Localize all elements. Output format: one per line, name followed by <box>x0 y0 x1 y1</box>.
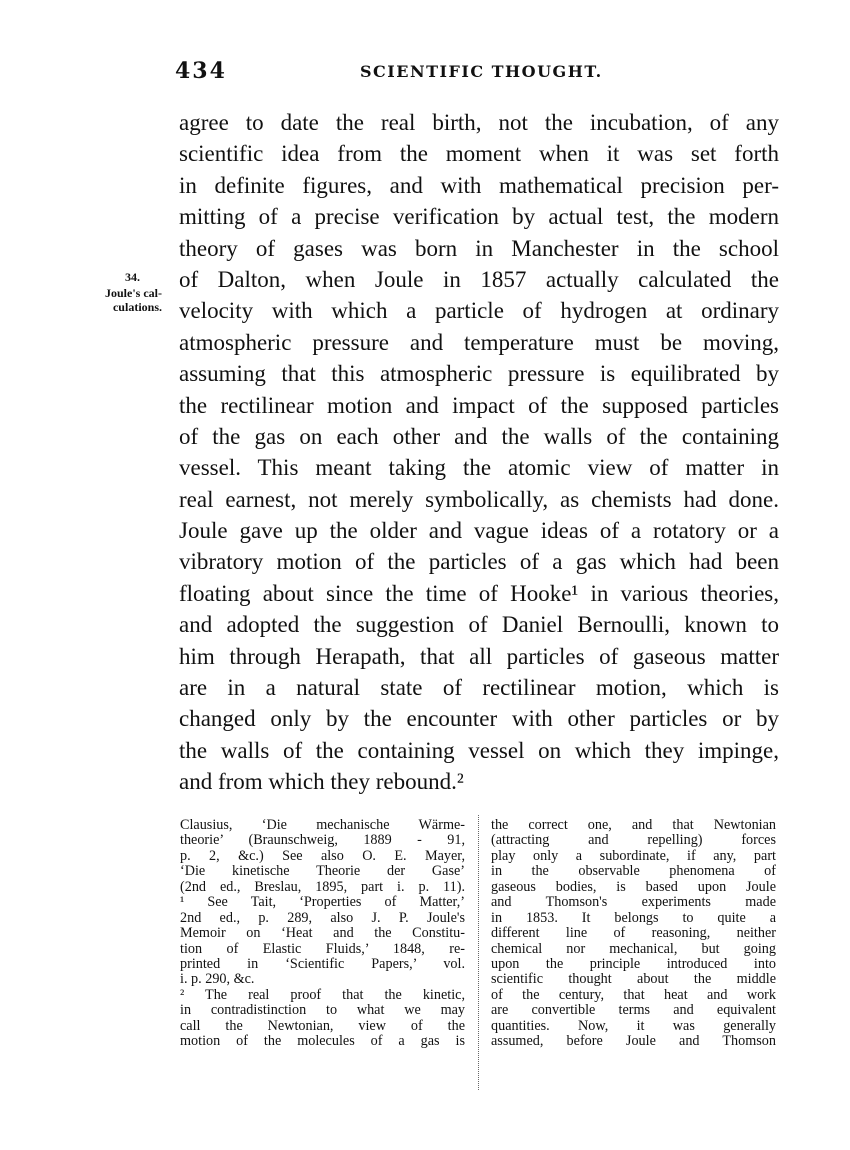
footnote-line: chemical nor mechanical, but going <box>491 940 776 957</box>
footnotes-left-column <box>180 818 465 1050</box>
text-line: floating about since the time of Hooke¹ in various theories, <box>179 580 779 606</box>
text-line: theory of gases was born in Manchester in the school <box>179 235 779 261</box>
footnote-line: i. p. 290, &c. <box>180 971 255 988</box>
footnote-line: call the Newtonian, view of the <box>180 1017 465 1034</box>
body-paragraph <box>179 107 779 798</box>
footnote-line: of the century, that heat and work <box>491 986 776 1003</box>
footnote-line: scientific thought about the middle <box>491 971 776 988</box>
text-line: are in a natural state of rectilinear motion, which is <box>179 675 779 701</box>
text-line: assuming that this atmospheric pressure is equilibrated by <box>179 361 779 387</box>
text-line: vibratory motion of the particles of a gas which had been <box>179 549 779 575</box>
footnote-line: play only a subordinate, if any, part <box>491 847 776 864</box>
text-line: atmospheric pressure and temperature must be moving, <box>179 329 779 355</box>
footnote-line: ¹ See Tait, ‘Properties of Matter,’ <box>180 894 465 911</box>
footnote-line: gaseous bodies, is based upon Joule <box>491 878 776 895</box>
footnote-line: motion of the molecules of a gas is <box>180 1033 465 1050</box>
page-number: 434 <box>175 58 227 84</box>
text-line: velocity with which a particle of hydrogen at ordinary <box>179 298 779 324</box>
column-divider <box>478 815 479 1090</box>
footnote-line: the correct one, and that Newtonian <box>491 817 776 833</box>
footnote-line: different line of reasoning, neither <box>491 925 776 942</box>
footnote-line: in the observable phenomena of <box>491 863 776 880</box>
footnote-line: theorie’ (Braunschweig, 1889 - 91, <box>180 832 465 849</box>
text-line: Joule gave up the older and vague ideas of a rotatory or a <box>179 518 779 544</box>
text-line: scientific idea from the moment when it was set forth <box>179 141 779 167</box>
footnote-line: ² The real proof that the kinetic, <box>180 986 465 1003</box>
footnote-line: assumed, before Joule and Thomson <box>491 1033 776 1050</box>
text-line: real earnest, not merely symbolically, as chemists had done. <box>179 486 779 512</box>
text-line: him through Herapath, that all particles of gaseous matter <box>179 643 779 669</box>
margin-note <box>80 268 162 314</box>
footnote-line: upon the principle introduced into <box>491 955 776 972</box>
text-line: mitting of a precise verification by actual test, the modern <box>179 204 779 230</box>
footnote-line: Memoir on ‘Heat and the Constitu- <box>180 925 465 942</box>
footnote-line: in contradistinction to what we may <box>180 1002 465 1019</box>
text-line: changed only by the encounter with other particles or by <box>179 706 779 732</box>
margin-note-number: 34. <box>125 270 140 284</box>
footnotes-right-column <box>491 818 776 1050</box>
footnote-line: p. 2, &c.) See also O. E. Mayer, <box>180 847 465 864</box>
footnote-line: in 1853. It belongs to quite a <box>491 909 776 926</box>
text-line: of the gas on each other and the walls of the containing <box>179 423 779 449</box>
footnote-line: printed in ‘Scientific Papers,’ vol. <box>180 955 465 972</box>
text-line: agree to date the real birth, not the incubation, of any <box>179 110 779 135</box>
text-line: and from which they rebound.² <box>179 769 464 795</box>
footnote-line: quantities. Now, it was generally <box>491 1017 776 1034</box>
footnote-line: ‘Die kinetische Theorie der Gase’ <box>180 863 465 880</box>
margin-note-line: Joule's cal- <box>105 286 162 300</box>
running-title: SCIENTIFIC THOUGHT. <box>360 62 603 81</box>
footnote-line: Clausius, ‘Die mechanische Wärme- <box>180 817 465 833</box>
footnote-line: (attracting and repelling) forces <box>491 832 776 849</box>
footnote-line: (2nd ed., Breslau, 1895, part i. p. 11). <box>180 878 465 895</box>
text-line: vessel. This meant taking the atomic view of matter in <box>179 455 779 481</box>
footnote-line: and Thomson's experiments made <box>491 894 776 911</box>
footnote-line: tion of Elastic Fluids,’ 1848, re- <box>180 940 465 957</box>
text-line: of Dalton, when Joule in 1857 actually calculated the <box>179 266 779 292</box>
text-line: the rectilinear motion and impact of the supposed particles <box>179 392 779 418</box>
footnote-line: are convertible terms and equivalent <box>491 1002 776 1019</box>
footnote-line: 2nd ed., p. 289, also J. P. Joule's <box>180 909 465 926</box>
text-line: in definite figures, and with mathematical precision per- <box>179 172 779 198</box>
text-line: and adopted the suggestion of Daniel Bernoulli, known to <box>179 612 779 638</box>
margin-note-line: culations. <box>112 300 162 314</box>
page-header <box>175 58 775 88</box>
text-line: the walls of the containing vessel on which they impinge, <box>179 737 779 763</box>
